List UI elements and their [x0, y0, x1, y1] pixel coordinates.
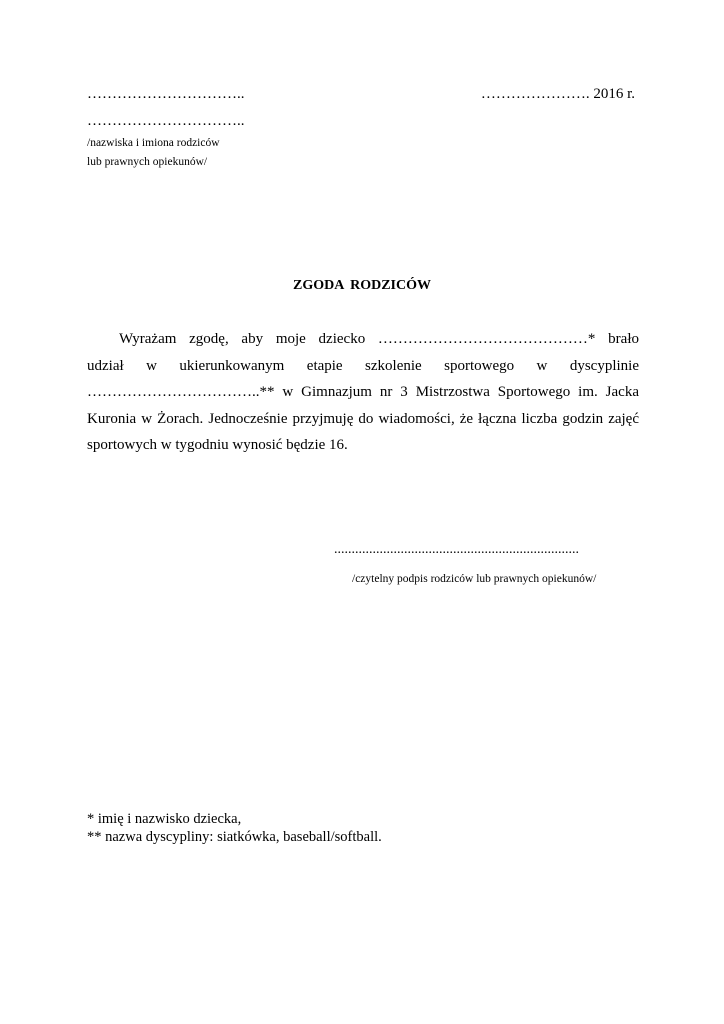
parent-name-line-2: ………………………….. [87, 113, 245, 129]
consent-line-2: udział w ukierunkowanym etapie szkolenie sportowego w dyscyplinie [87, 357, 639, 374]
date-line: …………………. 2016 r. [480, 86, 635, 102]
parent-name-caption-1: /nazwiska i imiona rodziców [87, 137, 220, 149]
parent-name-caption-2: lub prawnych opiekunów/ [87, 156, 208, 168]
consent-line-1: Wyrażam zgodę, aby moje dziecko ……………………………………* brało [119, 331, 639, 347]
footnote-child-name: * imię i nazwisko dziecka, [87, 811, 242, 827]
consent-line-5: sportowych w tygodniu wynosić będzie 16. [87, 437, 348, 453]
footnote-discipline: ** nazwa dyscypliny: siatkówka, baseball/softball. [87, 829, 382, 845]
consent-line-4: Kuronia w Żorach. Jednocześnie przyjmuję do wiadomości, że łączna liczba godzin zajęć [87, 410, 639, 427]
consent-line-3: ……………………………..** w Gimnazjum nr 3 Mistrzostwa Sportowego im. Jacka [87, 384, 639, 400]
parent-name-line-1: ………………………….. [87, 86, 245, 102]
signature-line: ...................................................................... [334, 542, 579, 557]
signature-caption: /czytelny podpis rodziców lub prawnych opiekunów/ [352, 573, 597, 585]
document-title: ZGODA RODZICÓW [293, 278, 431, 293]
consent-paragraph [87, 326, 639, 459]
